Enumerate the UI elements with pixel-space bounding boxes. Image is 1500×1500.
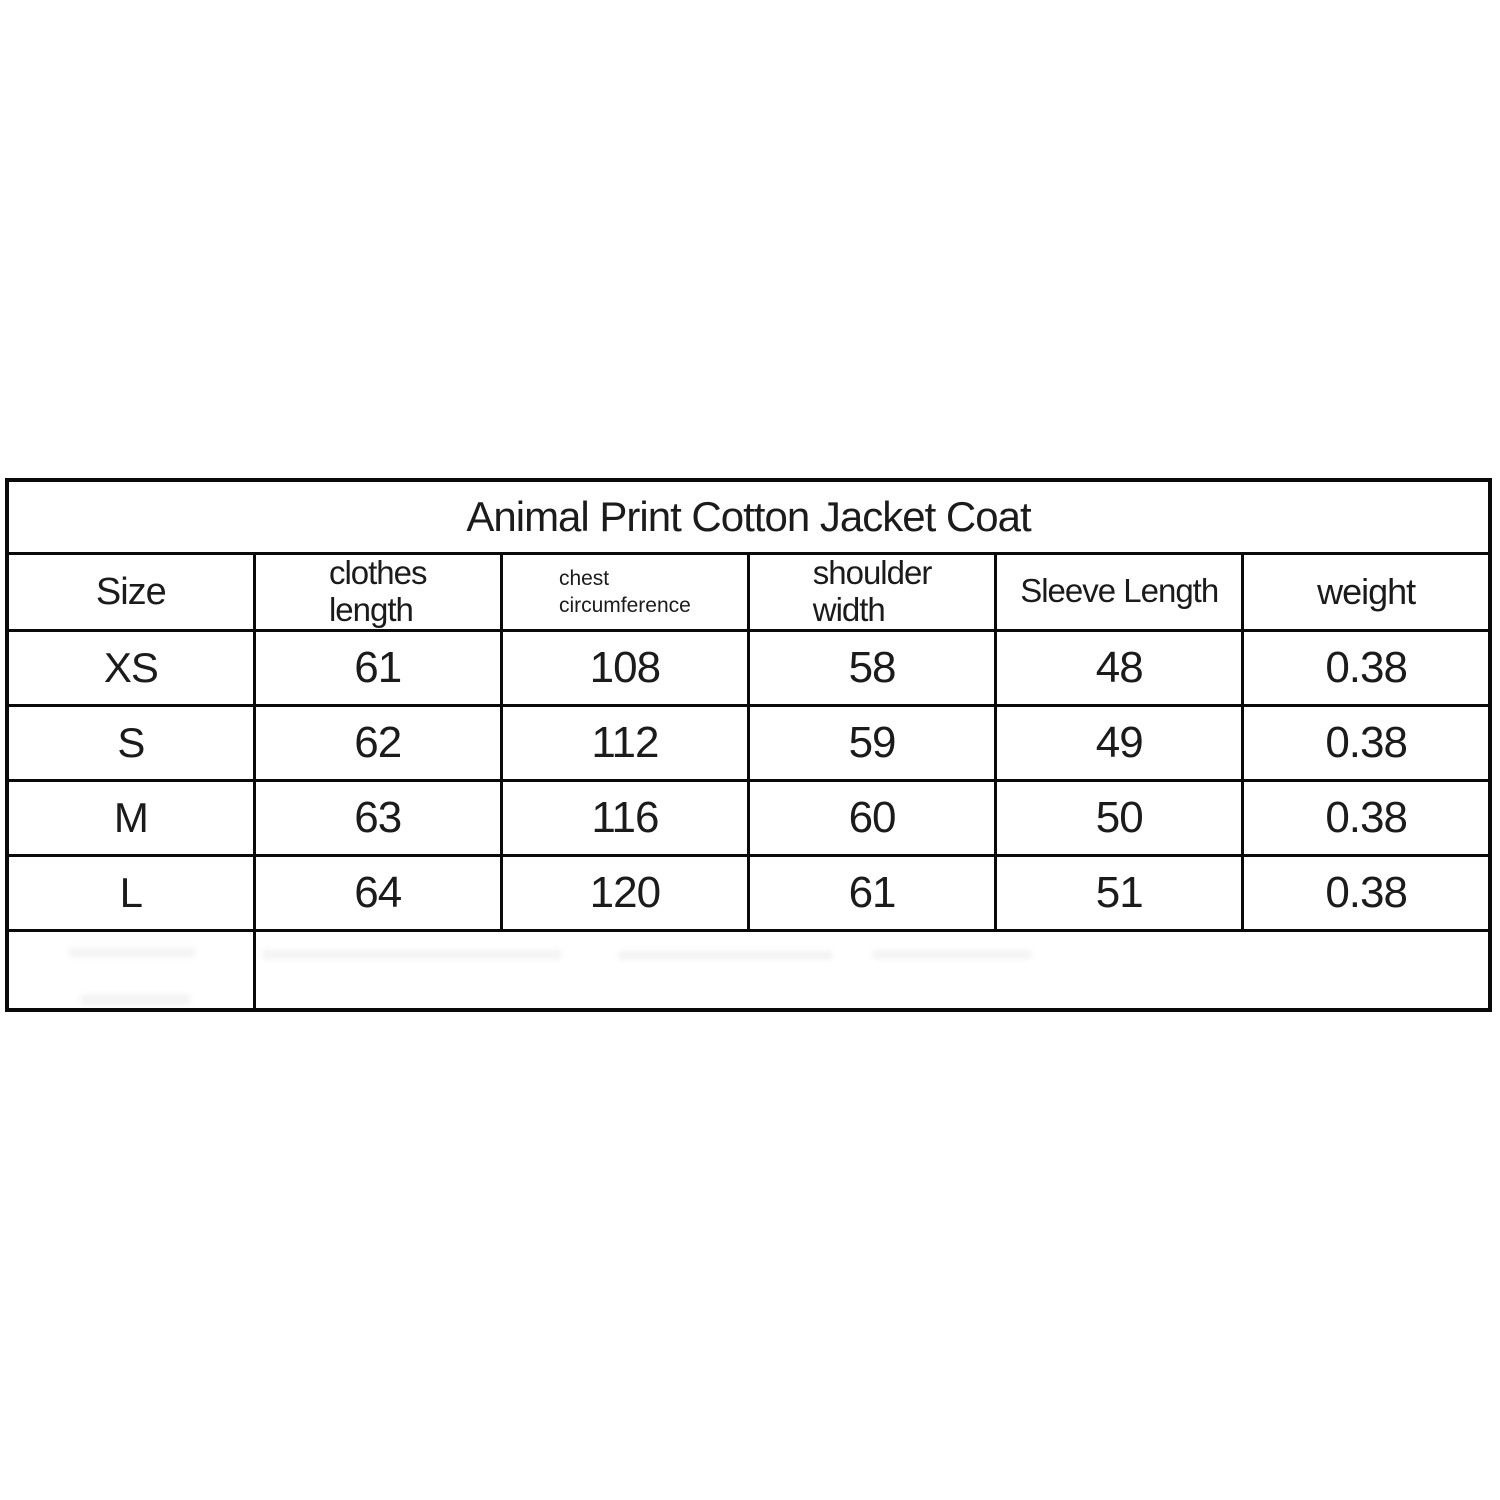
cell-sleeve-length: 49: [996, 705, 1243, 780]
table-row-xs: [7, 630, 1490, 705]
size-chart-table: [5, 478, 1492, 1012]
header-cell-sleeve-length: [996, 554, 1243, 631]
header-label-line: width: [812, 590, 885, 628]
footer-merged-cell: [254, 930, 1490, 1010]
header-cell-clothes-length: [254, 554, 501, 631]
cell-weight: 0.38: [1243, 630, 1490, 705]
erased-text-smudge: [262, 950, 562, 959]
header-label-shoulder-width: [813, 555, 932, 629]
cell-clothes-length: 64: [254, 855, 501, 930]
header-cell-size: [7, 554, 254, 631]
cell-chest-circumference: 112: [501, 705, 748, 780]
cell-clothes-length: 61: [254, 630, 501, 705]
header-cell-chest-circumference: [501, 554, 748, 631]
cell-chest-circumference: 116: [501, 780, 748, 855]
header-cell-shoulder-width: [748, 554, 995, 631]
cell-clothes-length: 62: [254, 705, 501, 780]
header-label-chest-circumference: [559, 565, 691, 620]
table-header-row: [7, 554, 1490, 631]
header-label-sleeve-length: Sleeve Length: [1020, 572, 1219, 610]
header-label-line: shoulder: [812, 554, 932, 591]
cell-size: M: [7, 780, 254, 855]
header-label-line: chest: [558, 566, 610, 590]
cell-chest-circumference: 120: [501, 855, 748, 930]
cell-weight: 0.38: [1243, 855, 1490, 930]
cell-weight: 0.38: [1243, 705, 1490, 780]
header-label-clothes-length: [329, 555, 427, 629]
header-cell-weight: [1243, 554, 1490, 631]
header-label-weight: weight: [1317, 570, 1416, 612]
cell-sleeve-length: 50: [996, 780, 1243, 855]
header-label-size: Size: [95, 570, 166, 613]
cell-sleeve-length: 48: [996, 630, 1243, 705]
table-row-l: [7, 855, 1490, 930]
table-row-s: [7, 705, 1490, 780]
cell-chest-circumference: 108: [501, 630, 748, 705]
cell-shoulder-width: 61: [748, 855, 995, 930]
cell-shoulder-width: 58: [748, 630, 995, 705]
table-footer-row: [7, 930, 1490, 1010]
cell-size: XS: [7, 630, 254, 705]
header-label-line: clothes: [328, 554, 427, 591]
header-label-line: circumference: [558, 593, 691, 617]
cell-weight: 0.38: [1243, 780, 1490, 855]
erased-text-smudge: [872, 950, 1032, 959]
erased-text-smudge: [80, 994, 190, 1005]
erased-text-smudge: [618, 951, 833, 960]
cell-size: L: [7, 855, 254, 930]
cell-shoulder-width: 59: [748, 705, 995, 780]
cell-clothes-length: 63: [254, 780, 501, 855]
table-title: Animal Print Cotton Jacket Coat: [7, 480, 1490, 554]
table-title-row: [7, 480, 1490, 554]
cell-shoulder-width: 60: [748, 780, 995, 855]
erased-text-smudge: [68, 948, 196, 957]
header-label-line: length: [328, 590, 413, 628]
cell-size: S: [7, 705, 254, 780]
cell-sleeve-length: 51: [996, 855, 1243, 930]
table-row-m: [7, 780, 1490, 855]
